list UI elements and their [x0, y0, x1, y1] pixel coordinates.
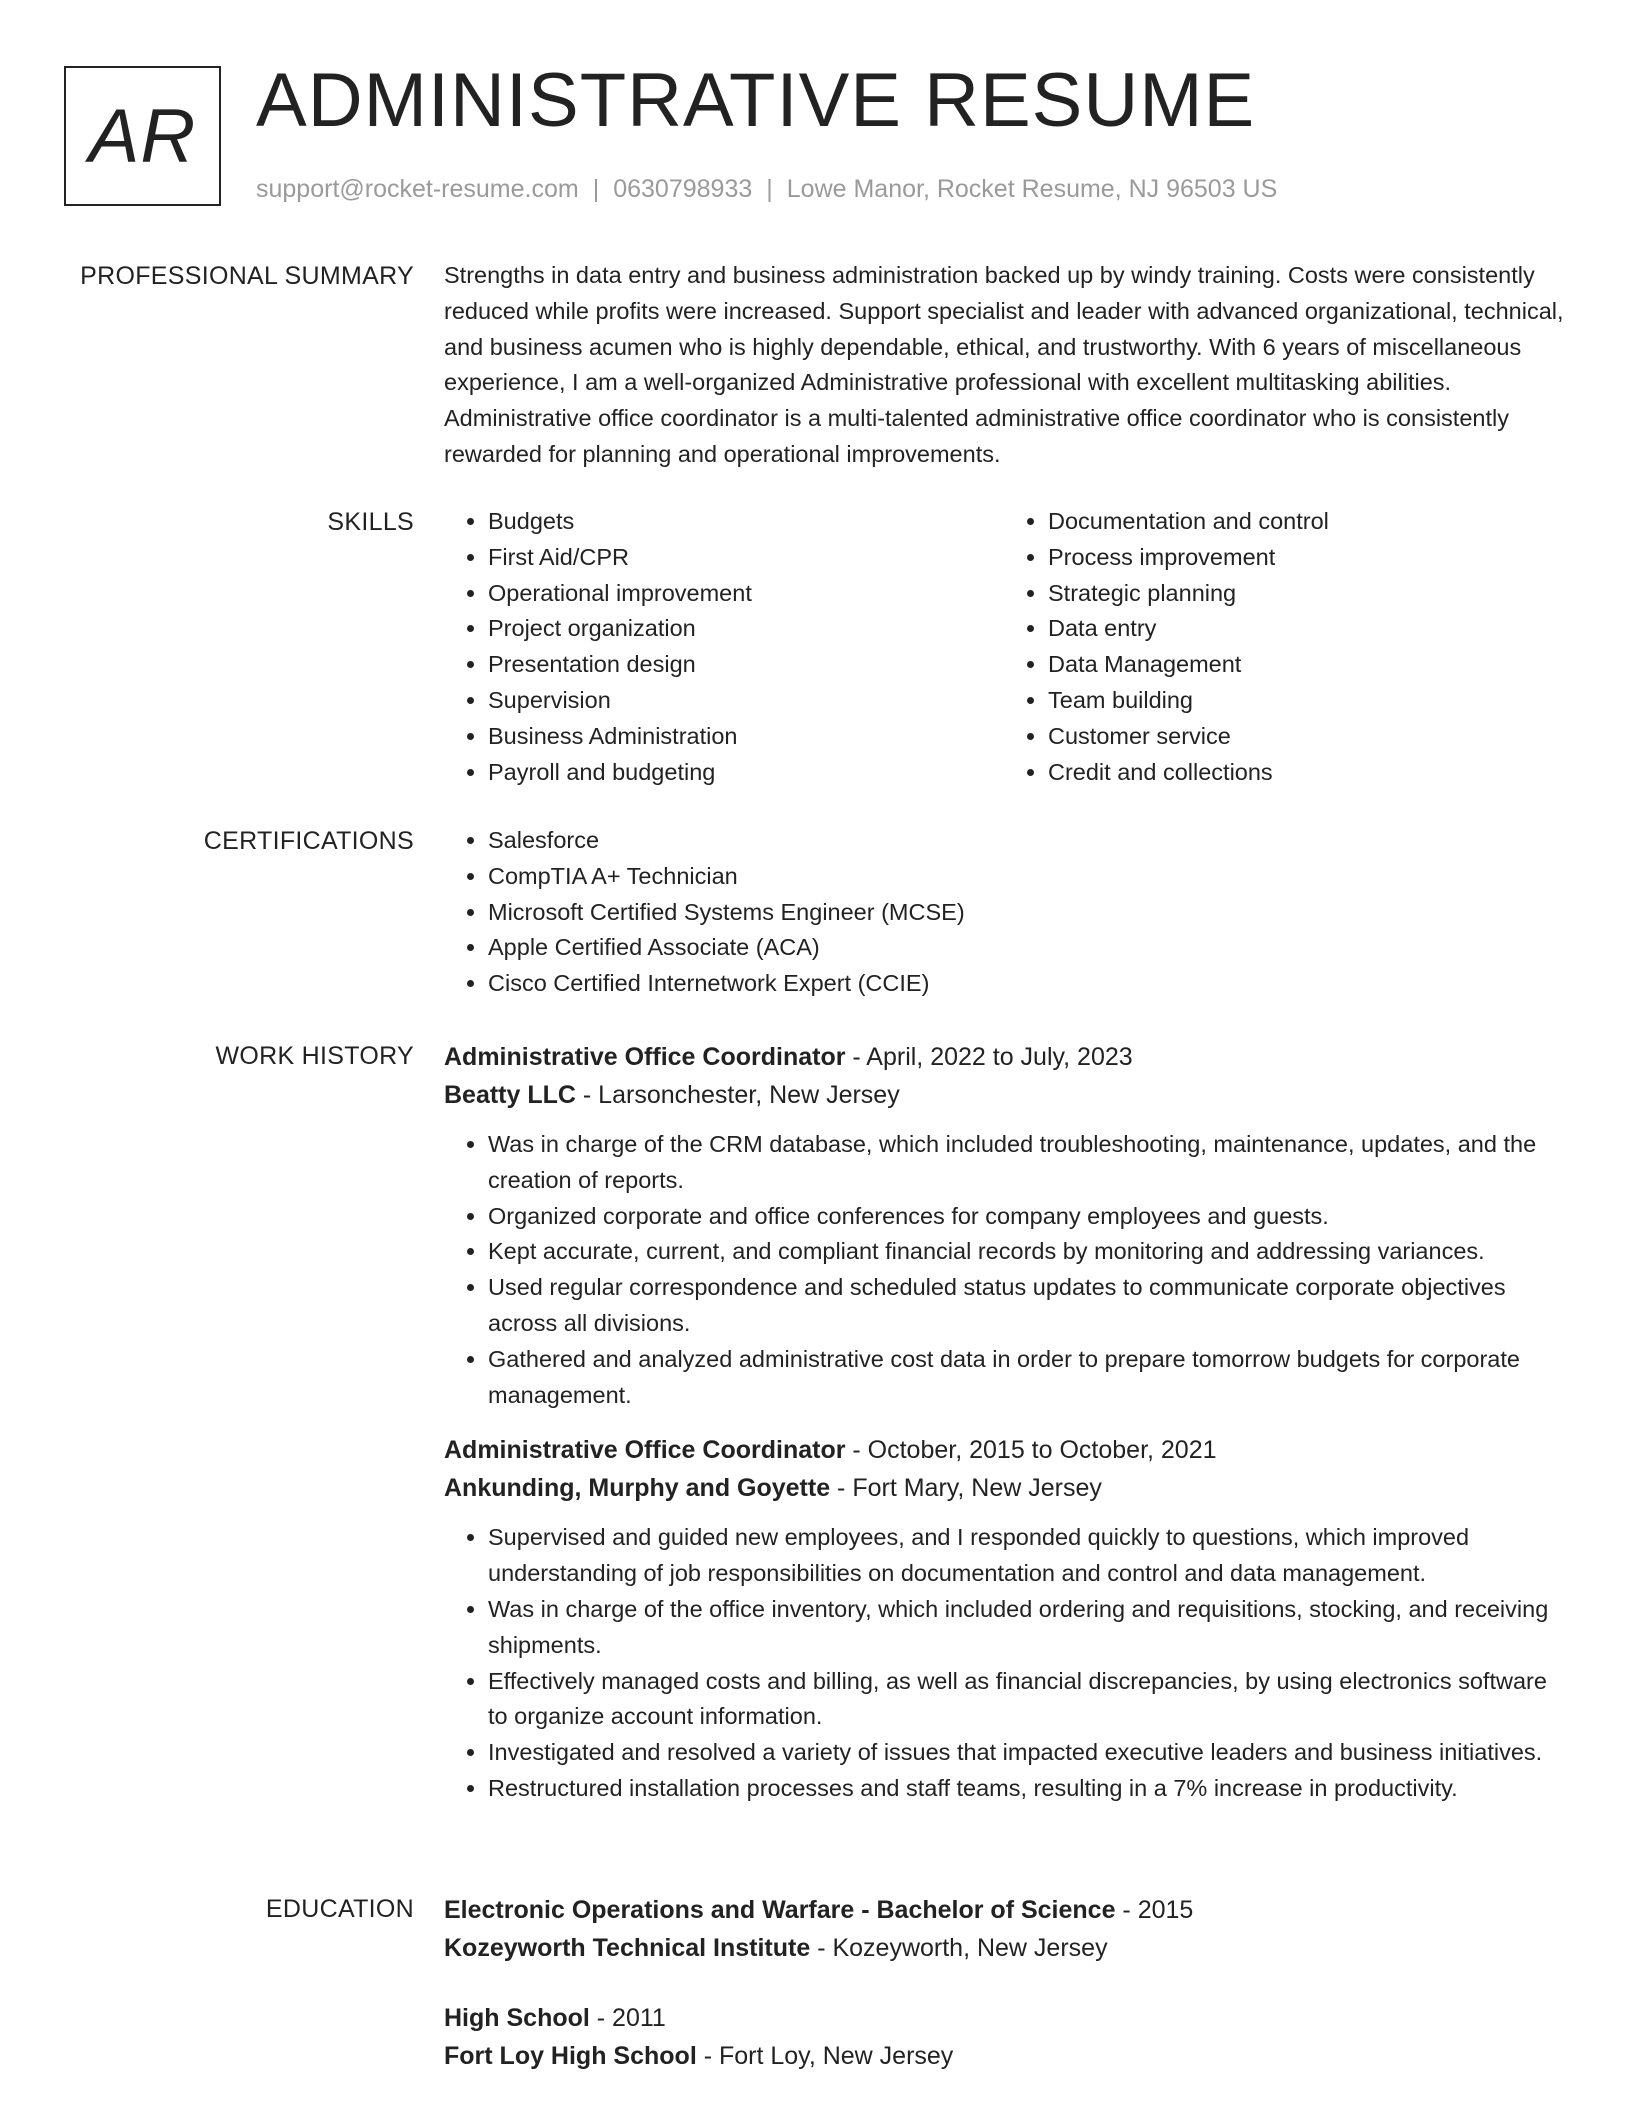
- skills-list-right: [1004, 504, 1564, 790]
- skill-item: • Presentation design: [488, 647, 1004, 683]
- skill-item: • Credit and collections: [1048, 755, 1564, 791]
- job-bullets: [444, 1127, 1564, 1413]
- skill-item: • Team building: [1048, 683, 1564, 719]
- skill-item: • Data Management: [1048, 647, 1564, 683]
- job-bullet: • Organized corporate and office conferences for company employees and guests.: [488, 1199, 1564, 1235]
- section-label-skills: SKILLS: [327, 508, 414, 536]
- contact-line: [256, 174, 1277, 204]
- education-school-line: [444, 2037, 1564, 2075]
- job-location: - Larsonchester, New Jersey: [575, 1081, 900, 1109]
- contact-separator: |: [766, 175, 773, 203]
- section-label-work-history: WORK HISTORY: [215, 1042, 414, 1070]
- section-label-education: EDUCATION: [265, 1895, 414, 1923]
- job-bullet: • Investigated and resolved a variety of issues that impacted executive leaders and business initiatives.: [488, 1735, 1564, 1771]
- job-bullets: [444, 1520, 1564, 1806]
- skill-item: • Project organization: [488, 611, 1004, 647]
- education-degree: High School: [444, 2004, 590, 2032]
- work-history-content: [444, 1038, 1564, 1807]
- job-bullet: • Was in charge of the CRM database, which included troubleshooting, maintenance, updates, and the creation of reports.: [488, 1127, 1564, 1199]
- education-location: - Kozeyworth, New Jersey: [810, 1934, 1108, 1962]
- job-title: Administrative Office Coordinator: [444, 1043, 846, 1071]
- education-year: - 2011: [589, 2004, 666, 2032]
- job-bullet: • Used regular correspondence and scheduled status updates to communicate corporate objectives across all divisions.: [488, 1270, 1564, 1342]
- education-year: - 2015: [1115, 1896, 1194, 1924]
- education-school-line: [444, 1929, 1564, 1967]
- education-degree: Electronic Operations and Warfare - Bachelor of Science: [444, 1896, 1116, 1924]
- education-degree-line: [444, 1891, 1564, 1929]
- skill-item: • Budgets: [488, 504, 1004, 540]
- certification-item: • Salesforce: [488, 823, 1564, 859]
- job-entry: [444, 1431, 1564, 1806]
- skill-item: • Documentation and control: [1048, 504, 1564, 540]
- contact-address: Lowe Manor, Rocket Resume, NJ 96503 US: [786, 175, 1278, 203]
- section-label-certifications: CERTIFICATIONS: [203, 827, 414, 855]
- education-entry: [444, 1999, 1564, 2075]
- job-company: Ankunding, Murphy and Goyette: [444, 1474, 831, 1503]
- job-title-line: [444, 1431, 1564, 1469]
- education-location: - Fort Loy, New Jersey: [696, 2042, 954, 2070]
- certification-item: • Cisco Certified Internetwork Expert (CCIE): [488, 966, 1564, 1002]
- section-label-summary: PROFESSIONAL SUMMARY: [80, 262, 414, 290]
- job-title: Administrative Office Coordinator: [444, 1436, 846, 1465]
- job-company-line: [444, 1076, 1564, 1114]
- certifications-content: [444, 823, 1564, 1002]
- job-company: Beatty LLC: [444, 1081, 576, 1109]
- job-title-line: [444, 1038, 1564, 1076]
- skill-item: • Data entry: [1048, 611, 1564, 647]
- contact-separator: |: [592, 175, 600, 203]
- certification-item: • Microsoft Certified Systems Engineer (MCSE): [488, 895, 1564, 931]
- education-entry: [444, 1891, 1564, 1967]
- monogram-badge: AR: [64, 66, 221, 206]
- certification-item: • Apple Certified Associate (ACA): [488, 930, 1564, 966]
- skills-columns: [444, 504, 1564, 790]
- job-company-line: [444, 1469, 1564, 1507]
- skills-list-left: [444, 504, 1004, 790]
- skill-item: • Business Administration: [488, 719, 1004, 755]
- education-degree-line: [444, 1999, 1564, 2037]
- job-entry: [444, 1038, 1564, 1413]
- education-school: Fort Loy High School: [444, 2042, 697, 2070]
- certification-item: • CompTIA A+ Technician: [488, 859, 1564, 895]
- job-dates: - October, 2015 to October, 2021: [845, 1436, 1217, 1465]
- skill-item: • Process improvement: [1048, 540, 1564, 576]
- summary-text: Strengths in data entry and business administration backed up by windy training. Costs were consistently reduced while profits were increased. Support specialist and leader with advanced organizational, technical, and business acumen who is highly dependable, ethical, and trustworthy. With 6 years of miscellaneous experience, I am a well-organized Administrative professional with excellent multitasking abilities. Administrative office coordinator is a multi-talented administrative office coordinator who is consistently rewarded for planning and operational improvements.: [444, 262, 1564, 467]
- job-bullet: • Was in charge of the office inventory, which included ordering and requisitions, stocking, and receiving shipments.: [488, 1592, 1564, 1664]
- job-bullet: • Restructured installation processes and staff teams, resulting in a 7% increase in productivity.: [488, 1771, 1564, 1807]
- resume-title: ADMINISTRATIVE RESUME: [256, 58, 1256, 143]
- job-bullet: • Supervised and guided new employees, and I responded quickly to questions, which improved understanding of job responsibilities on documentation and control and data management.: [488, 1520, 1564, 1592]
- skill-item: • Customer service: [1048, 719, 1564, 755]
- skill-item: • Strategic planning: [1048, 576, 1564, 612]
- job-bullet: • Kept accurate, current, and compliant financial records by monitoring and addressing variances.: [488, 1234, 1564, 1270]
- education-school: Kozeyworth Technical Institute: [444, 1934, 811, 1962]
- skill-item: • Operational improvement: [488, 576, 1004, 612]
- job-bullet: • Gathered and analyzed administrative cost data in order to prepare tomorrow budgets for corporate management.: [488, 1342, 1564, 1414]
- job-bullet: • Effectively managed costs and billing, as well as financial discrepancies, by using electronics software to organize account information.: [488, 1664, 1564, 1736]
- contact-email: support@rocket-resume.com: [256, 175, 579, 203]
- skill-item: • First Aid/CPR: [488, 540, 1004, 576]
- contact-phone: 0630798933: [613, 175, 753, 203]
- job-location: - Fort Mary, New Jersey: [830, 1474, 1102, 1503]
- education-content: [444, 1891, 1564, 2075]
- certifications-list: [444, 823, 1564, 1002]
- job-dates: - April, 2022 to July, 2023: [845, 1043, 1133, 1071]
- skill-item: • Supervision: [488, 683, 1004, 719]
- skill-item: • Payroll and budgeting: [488, 755, 1004, 791]
